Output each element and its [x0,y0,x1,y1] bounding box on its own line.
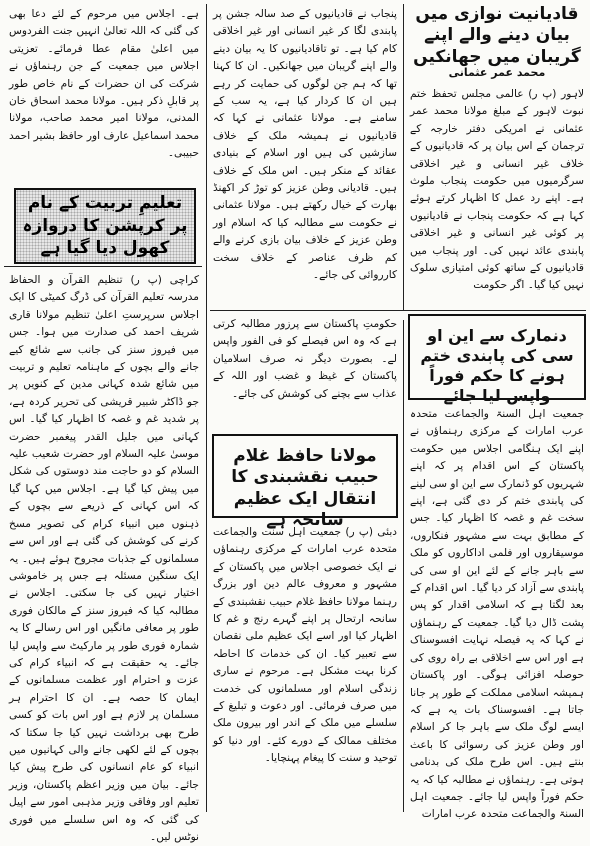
mid-top-article [210,6,400,306]
mid-lower-article [210,316,400,426]
shaded-headline-box [14,188,196,264]
right-bottom-article [407,406,587,821]
section-divider [4,266,202,267]
section-divider [210,310,586,311]
article-body: دبئی (پ ر) جمعیت اہل سنت والجماعت متحدہ عرب امارات کے مرکزی رہنماؤں نے ایک خصوصی اجلاس میں پاکستان کے مشہور و معروف عالم دین اور بزرگ رہنما مولانا حافظ غلام حبیب نقشبندی کے سانحہ ارتحال پر اپنے گہرے رنج و غم کا اظہار کیا اور اسے ایک عظیم ملی نقصان سے تعبیر کیا۔ ان کی خدمات کا احاطہ کرنا بہت مشکل ہے۔ مرحوم نے ساری زندگی اسلام اور مسلمانوں کی خدمت میں صرف فرمائی۔ اور دعوت و تبلیغ کے سلسلے میں ملک کے اندر اور بیرون ملک مختلف ممالک کے دورے کئے۔ اور دنیا کو توحید و سنت کا پیغام پہنچایا۔ [213,526,397,765]
article-body: پنجاب نے قادیانیوں کے صد سالہ جشن پر پابندی لگا کر غیر انسانی اور غیر اخلاقی کام کیا ہے۔ تو تاقادیانیوں کا یہ بیان دینے والے اپنے گریبان میں جھانکیں۔ ان کا کہنا تھا کہ ہم جن لوگوں کی حمایت کر رہے ہیں ان کا کردار کیا ہے، یہ سب کے سامنے ہے۔ مولانا عثمانی نے کہا کہ قادیانیوں نے ہمیشہ ملک کے خلاف سازشیں کی ہیں اور اسلام کے بنیادی عقائد کے منکر ہیں۔ اس ملک کے خلاف ہیں۔ قادیانی وطن عزیز کو توڑ کر اکھنڈ بھارت کے خیال رکھتے ہیں۔ مولانا عثمانی نے حکومت سے مطالبہ کیا کہ اسلام اور وطن عزیز کے خلاف بیان بازی کرنے والے کم ظرف عناصر کے خلاف سخت کارروائی کی جائے۔ [213,8,397,282]
headline-block [408,4,586,66]
headline: مولانا حافظ غلام حبیب نقشبندی کا انتقال ایک عظیم سانحہ ہے [231,446,379,530]
article-body: جمعیت اہل السنۃ والجماعت متحدہ عرب امارات کے مرکزی رہنماؤں نے اپنے ایک ہنگامی اجلاس میں حکومت پاکستان کے اس اقدام پر کہ اپنے شہریوں کو ڈنمارک سے این او سی لینے کی پابندی ختم کر دی گئی ہے، اپنے سخت غم و غصہ کا اظہار کیا۔ جس کے مطابق بہت سے مشہور فنکاروں، موسیقاروں اور فلمی اداکاروں کو ملک سے باہر جانے کے لئے این او سی کی پابندی سے آزاد کر دیا گیا۔ اس اقدام کے بعد لگتا ہے کہ اسلامی اقدار کو پس پشت ڈال دیا گیا۔ جمعیت کے رہنماؤں نے کہا کہ یہ فیصلہ نہایت افسوسناک ہے اور اس سے اخلاقی بے راہ روی کی حوصلہ افزائی ہوگی۔ اور پاکستان ہمیشہ اسلامی مملکت کے طور پر جانا جاتا ہے۔ افسوسناک بات یہ ہے کہ ایسے لوگ ملک سے باہر جا کر اسلام اور وطن عزیز کی رسوائی کا باعث بنتے ہیں۔ اس طرح ملک کی بدنامی ہوتی ہے۔ رہنماؤں نے مطالبہ کیا کہ یہ حکم فوراً واپس لیا جائے۔ جمعیت اہل السنۃ والجماعت متحدہ عرب امارات [410,408,584,821]
left-main-article [6,272,202,843]
headline-box [212,434,398,530]
column-rule [206,4,207,812]
byline: محمد عمر عثمانی [448,66,546,79]
article-body: ہے۔ اجلاس میں مرحوم کے لئے دعا بھی کی گئی کہ اللہ تعالیٰ انہیں جنت الفردوس میں اعلیٰ مقام عطا فرمائے۔ تعزیتی اجلاس میں جمعیت کے جن رہنماؤں نے شرکت کی ان حضرات کے نام خاص طور پر قابلِ ذکر ہیں۔ مولانا محمد اسحاق خان المدنی، مولانا امیر محمد صاحب، مولانا محمد اسماعیل عارف اور حافظ بشیر احمد حبیبی۔ [9,8,199,160]
column-rule [403,4,404,310]
article-body: حکومتِ پاکستان سے پرزور مطالبہ کرتی ہے کہ وہ اس فیصلے کو فی الفور واپس لے۔ بصورت دیگر نہ صرف اسلامیان پاکستان کے غیظ و غضب اور اللہ کے عذاب سے بچنے کی کوشش کی جائے۔ [213,318,397,400]
column-rule [403,320,404,812]
headline: قادیانیت نوازی میں بیان دینے والے اپنے گریبان میں جھانکیں [413,4,581,67]
right-top-article [407,86,587,308]
article-body: لاہور (پ ر) عالمی مجلس تحفظ ختم نبوت لاہور کے مبلغ مولانا محمد عمر عثمانی نے امریکی دفتر خارجہ کے ترجمان کے اس بیان پر کہ قادیانیوں کے خلاف غیر انسانی و غیر اخلاقی سرگرمیوں میں حکومت پنجاب ملوث ہے۔ اپنے رد عمل کا اظہار کرتے ہوئے کہا ہے کہ حکومت پنجاب نے قادیانیوں پر کوئی غیر انسانی و غیر اخلاقی پابندی عائد نہیں کی۔ اور پنجاب میں قادیانیوں کے ساتھ کوئی امتیازی سلوک نہیں کیا گیا۔ اگر حکومت [410,88,584,292]
headline: دنمارک سے این او سی کی پابندی ختم ہونے کا حکم فوراً واپس لیا جائے [420,326,574,405]
mid-bottom-article [210,524,400,812]
shaded-headline: تعلیمِ تربیت کے نام پر کرپشن کا دروازہ کھول دیا گیا ہے [16,190,194,263]
left-top-article [6,6,202,160]
article-body: کراچی (پ ر) تنظیم القرآن و الحفاظ مدرسہ تعلیم القرآن کی ڈرگ کمیٹی کا ایک اجلاس سرپرستِ اعلیٰ تنظیم مولانا قاری شریف احمد کی صدارت میں ہوا۔ جس میں فیروز سنز کی جانب سے شائع کیے جانے والے بچوں کے ماہنامہ تعلیم و تربیت میں شائع شدہ کہانی مدین کے کنویں پر جو ڈاکٹر شبیر قریشی کی تحریر کردہ ہے، پر شدید غم و غصہ کا اظہار کیا گیا۔ اس کہانی میں جلیل القدر پیغمبر حضرت موسیٰ علیہ السلام اور حضرت شعیب علیہ السلام کو دو حاجت مند دوستوں کی شکل میں پیش کیا گیا ہے۔ اجلاس میں کہا گیا کہ اس کہانی کے ذریعے سے بچوں کے ذہنوں میں انبیاء کرام کی تصویر مسخ کرنے کی کوشش کی گئی ہے اور اس سے مسلمانوں کے جذبات مجروح ہوئے ہیں۔ یہ ایک سنگین مسئلہ ہے جس پر خاموشی اختیار نہیں کی جا سکتی۔ اجلاس نے مطالبہ کیا کہ فیروز سنز کے مالکان فوری طور پر معافی مانگیں اور اس رسالے کا یہ شمارہ فوری طور پر مارکیٹ سے واپس لیا جائے۔ یہ حقیقت ہے کہ انبیاء کرام کی عزت و احترام اور عظمت مسلمانوں کے ایمان کا حصہ ہے۔ ان کا احترام ہر مسلمان پر لازم ہے اور اس بات کو کسی طرح بھی برداشت نہیں کیا جا سکتا کہ بچوں کے لئے لکھی جانے والی کہانیوں میں انبیاء کو عام انسانوں کی طرح پیش کیا جائے۔ بیان میں وزیر اعظم پاکستان، وزیر تعلیم اور وفاقی وزیر مذہبی امور سے اپیل کی گئی کہ وہ اس سلسلے میں فوری نوٹس لیں۔ [9,274,199,843]
headline-box [408,314,586,405]
